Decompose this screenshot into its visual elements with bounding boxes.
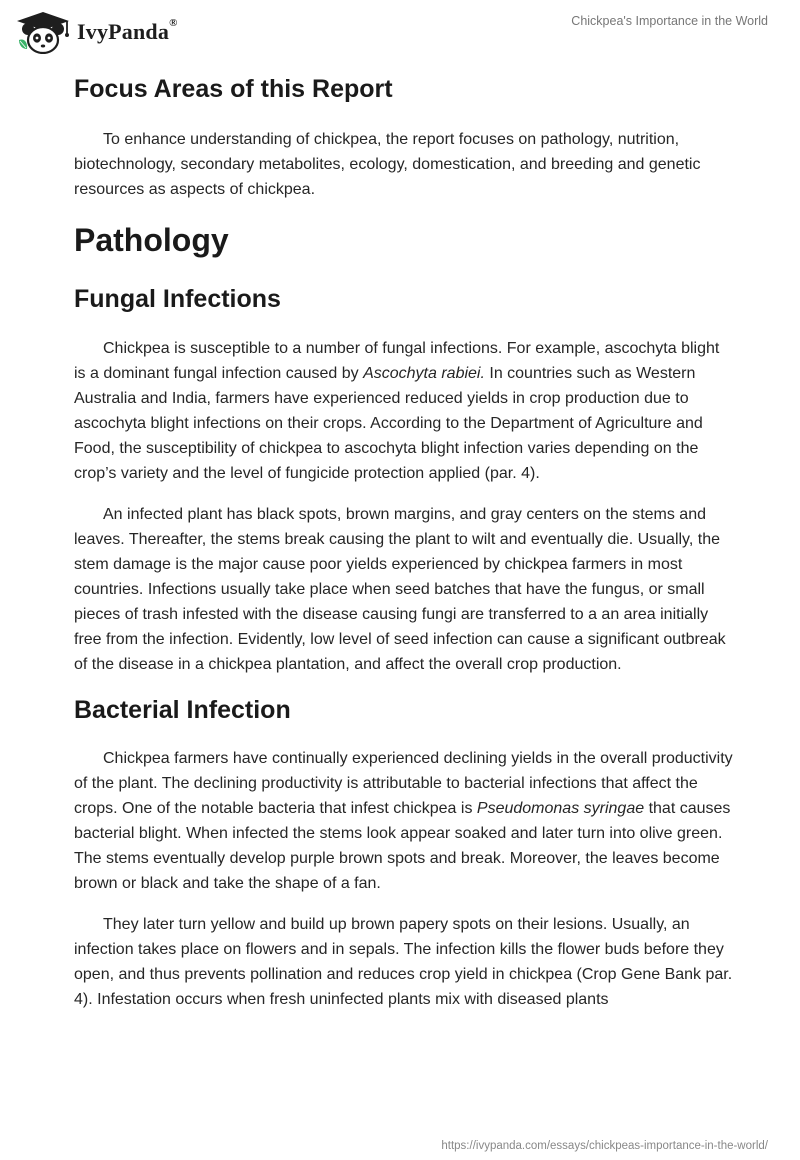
section-heading-bacterial-infection: Bacterial Infection xyxy=(74,695,291,724)
logo[interactable] xyxy=(14,10,178,54)
paragraph-focus-areas: To enhance understanding of chickpea, the report focuses on pathology, nutrition, biotechnology, secondary metabolites, ecology, domestication, and breeding and genetic resources as aspects of chickpea. xyxy=(74,131,701,199)
panda-logo-icon xyxy=(14,10,72,54)
article-body xyxy=(74,72,734,1012)
brand-name: IvyPanda® xyxy=(77,17,178,44)
paragraph-fungal-2: An infected plant has black spots, brown margins, and gray centers on the stems and leaves. Thereafter, the stems break causing the plant to wilt and eventually die. Usually, the stem damage is the major cause poor yields experienced by chickpea farmers in most countries. Infections usually take place when seed batches that have the fungus, or small pieces of trash infested with the disease causing fungi are transferred to a an area initially free from the infection. Evidently, low level of seed infection can cause a significant outbreak of the disease in a chickpea plantation, and affect the overall crop production. xyxy=(74,505,726,673)
document-title: Chickpea's Importance in the World xyxy=(571,14,768,28)
section-heading-fungal-infections: Fungal Infections xyxy=(74,285,281,314)
section-heading-pathology: Pathology xyxy=(74,222,229,259)
paragraph-fungal-1: Chickpea is susceptible to a number of fungal infections. For example, ascochyta blight is a dominant fungal infection caused by Ascochyta rabiei. In countries such as Western Australia and India, farmers have experienced reduced yields in crop production due to ascochyta blight infections on their crops. According to the Department of Agriculture and Food, the susceptibility of chickpea to ascochyta blight infection varies depending on the crop’s variety and the level of fungicide protection applied (par. 4). xyxy=(74,339,720,482)
section-heading-focus-areas: Focus Areas of this Report xyxy=(74,75,393,103)
paragraph-bacterial-1: Chickpea farmers have continually experienced declining yields in the overall productivity of the plant. The declining productivity is attributable to bacterial infections that affect the crops. One of the notable bacteria that infest chickpea is Pseudomonas syringae that causes bacterial blight. When infected the stems look appear soaked and later turn into olive green. The stems eventually develop purple brown spots and break. Moreover, the leaves become brown or black and take the shape of a fan. xyxy=(74,749,733,892)
source-url-link[interactable]: https://ivypanda.com/essays/chickpeas-importance-in-the-world/ xyxy=(441,1140,768,1152)
page-header xyxy=(0,0,800,64)
paragraph-bacterial-2: They later turn yellow and build up brown papery spots on their lesions. Usually, an infection takes place on flowers and in sepals. The infection kills the flower buds before they open, and thus prevents pollination and reduces crop yield in chickpea (Crop Gene Bank par. 4). Infestation occurs when fresh uninfected plants mix with diseased plants xyxy=(74,915,733,1008)
